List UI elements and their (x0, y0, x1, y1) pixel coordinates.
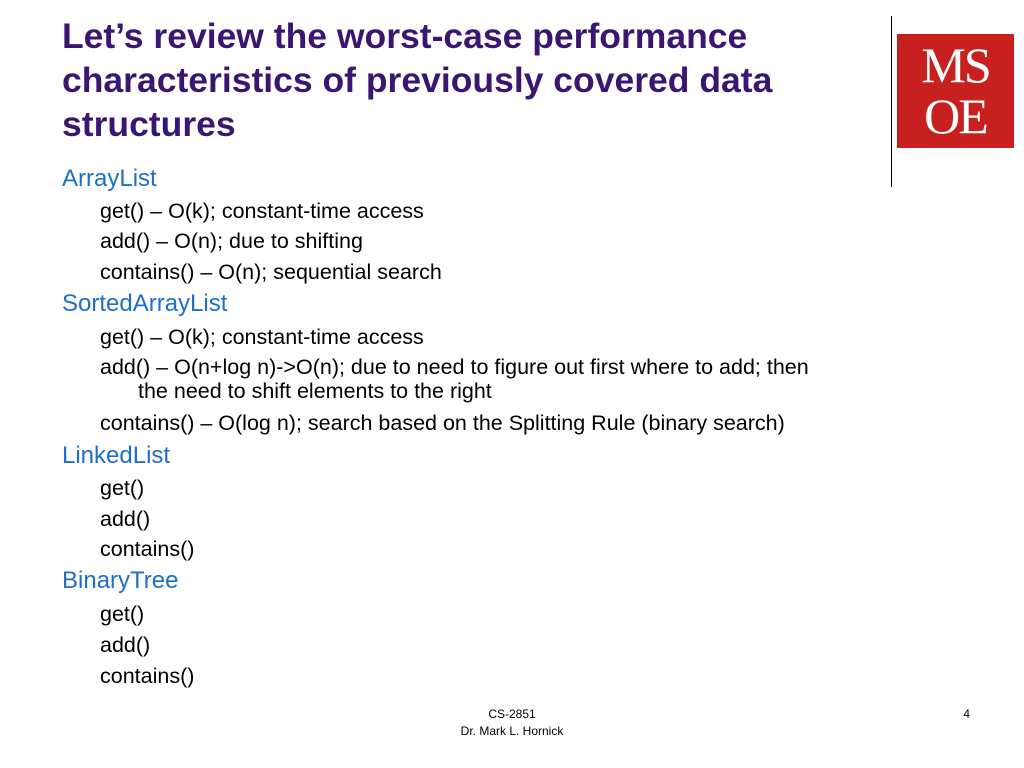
msoe-logo (897, 34, 1014, 148)
bullet-arraylist-get: get() – O(k); constant-time access (100, 199, 424, 223)
section-heading-binarytree: BinaryTree (62, 567, 179, 594)
bullet-arraylist-contains: contains() – O(n); sequential search (100, 260, 442, 284)
footer-author: Dr. Mark L. Hornick (460, 724, 564, 738)
title-divider (891, 16, 892, 187)
slide-title-line-2: characteristics of previously covered data (62, 60, 773, 100)
bullet-binarytree-contains: contains() (100, 664, 195, 688)
section-heading-linkedlist: LinkedList (62, 442, 171, 469)
bullet-linkedlist-contains: contains() (100, 537, 195, 561)
bullet-binarytree-add: add() (100, 633, 151, 657)
section-heading-sortedarraylist: SortedArrayList (62, 290, 228, 317)
page-number: 4 (963, 707, 970, 721)
bullet-linkedlist-add: add() (100, 507, 151, 531)
bullet-sortedarraylist-add-line-1: add() – O(n+log n)->O(n); due to need to figure out first where to add; then (100, 355, 809, 379)
section-heading-arraylist: ArrayList (62, 165, 157, 192)
bullet-linkedlist-get: get() (100, 476, 145, 500)
logo-text-bottom: OE (924, 88, 987, 144)
slide-footer (412, 706, 612, 740)
bullet-arraylist-add: add() – O(n); due to shifting (100, 229, 363, 253)
slide-title (62, 14, 882, 146)
bullet-binarytree-get: get() (100, 602, 145, 626)
logo-text-top: MS (921, 37, 990, 93)
footer-course: CS-2851 (488, 707, 536, 721)
bullet-sortedarraylist-add (100, 355, 809, 403)
bullet-sortedarraylist-get: get() – O(k); constant-time access (100, 325, 424, 349)
bullet-sortedarraylist-contains: contains() – O(log n); search based on the Splitting Rule (binary search) (100, 411, 785, 435)
slide-title-line-3: structures (62, 104, 236, 144)
bullet-sortedarraylist-add-line-2: the need to shift elements to the right (138, 379, 492, 403)
slide-title-line-1: Let’s review the worst-case performance (62, 16, 748, 56)
